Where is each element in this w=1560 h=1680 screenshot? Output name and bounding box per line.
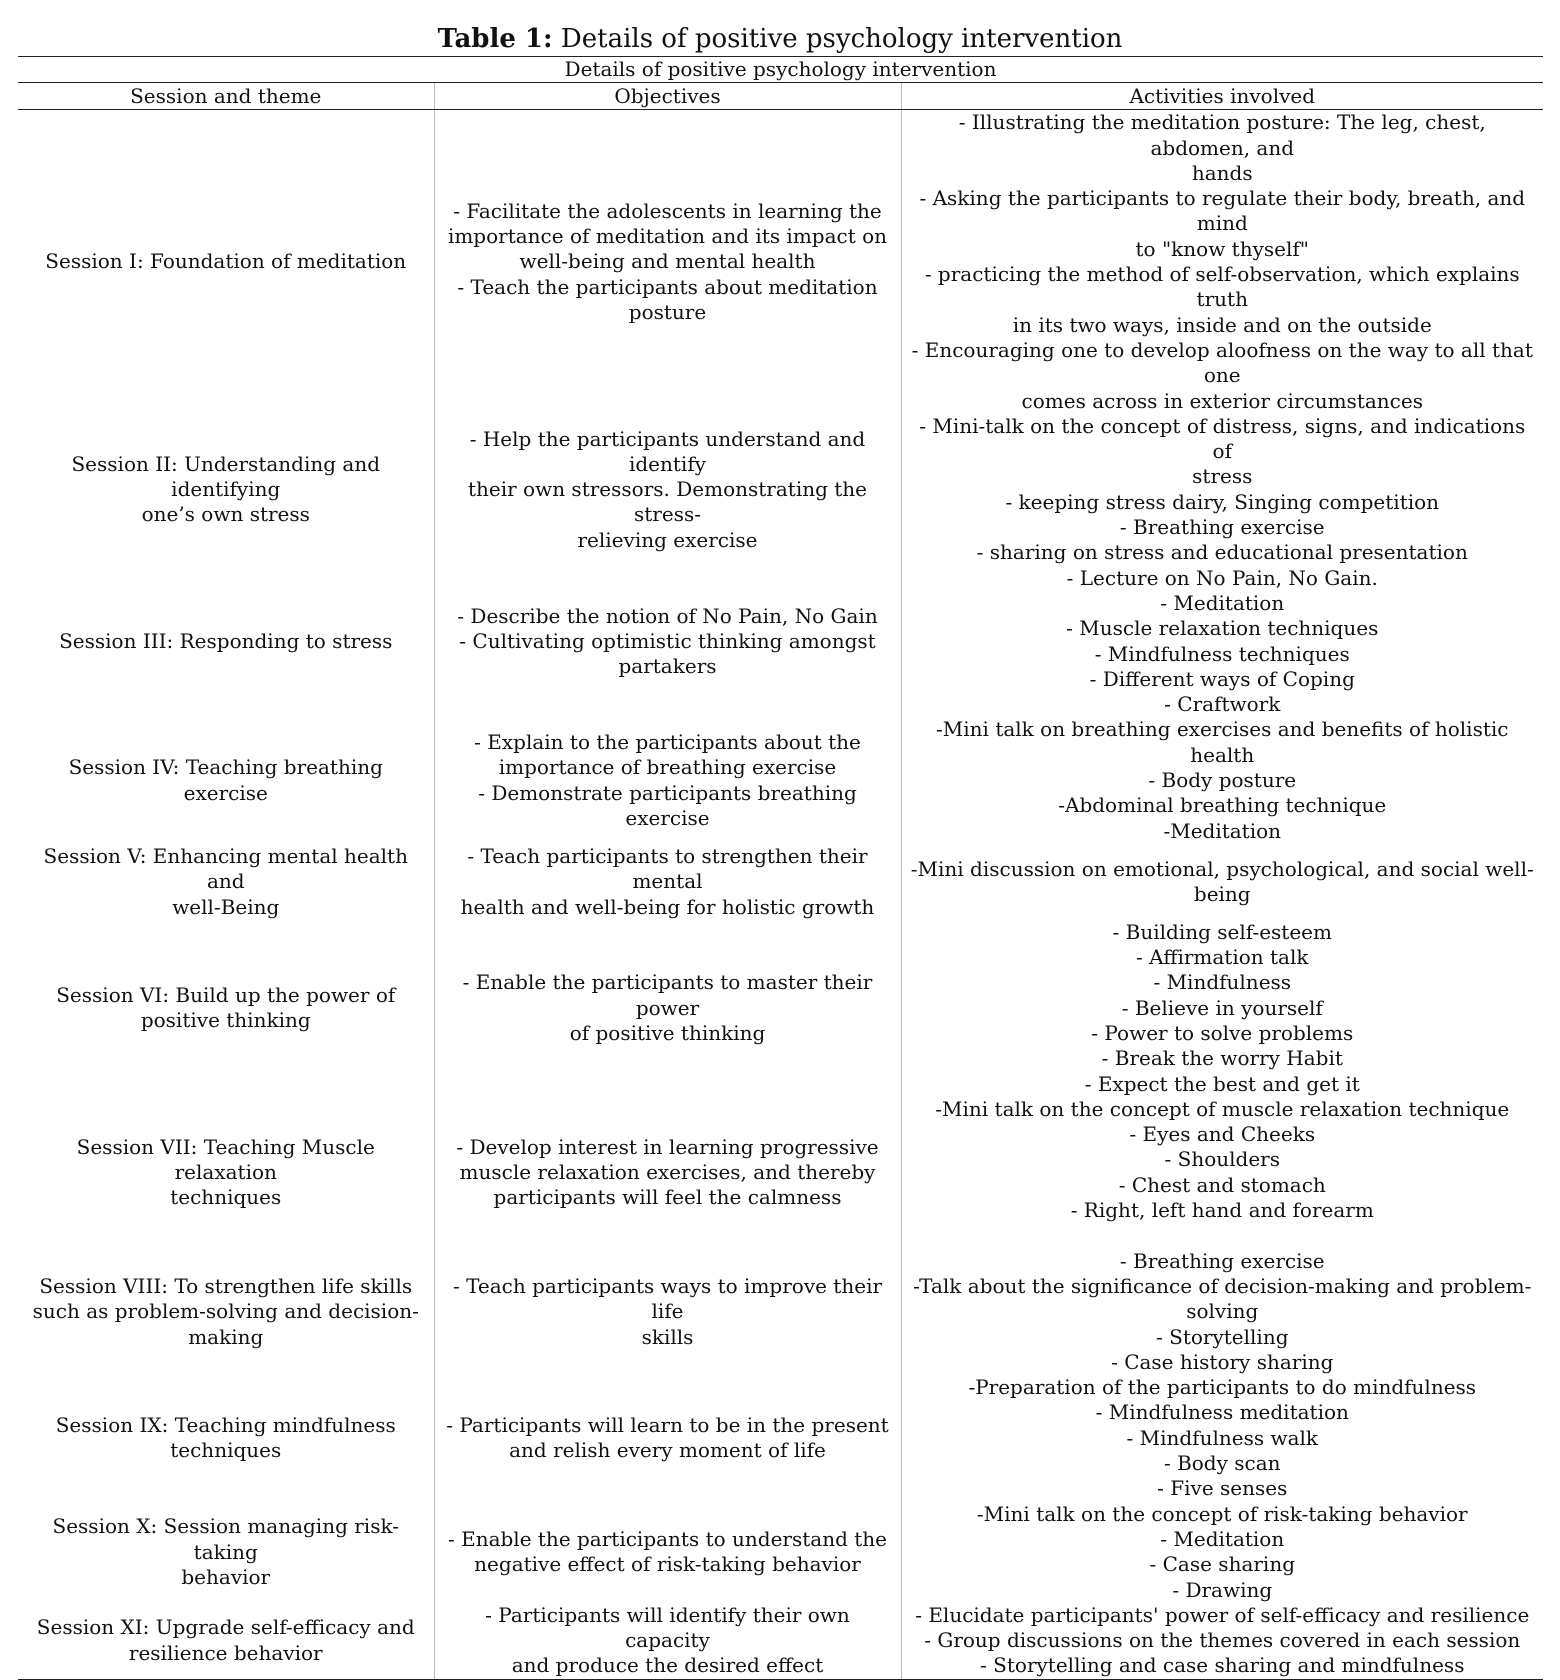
table-caption bbox=[0, 18, 1560, 60]
cell-line: Session IX: Teaching mindfulness bbox=[55, 1413, 396, 1438]
session-cell bbox=[18, 1097, 434, 1249]
cell-line: - sharing on stress and educational presentation bbox=[976, 540, 1468, 565]
cell-line: posture bbox=[628, 300, 707, 325]
session-cell bbox=[18, 566, 434, 718]
caption-label: Table 1: bbox=[437, 24, 553, 54]
session-cell bbox=[18, 1603, 434, 1679]
cell-line: Session XI: Upgrade self-efficacy and bbox=[36, 1615, 415, 1640]
cell-line: Session VI: Build up the power of bbox=[56, 983, 396, 1008]
cell-line: - Meditation bbox=[1160, 590, 1285, 615]
objectives-cell bbox=[434, 1603, 901, 1679]
cell-line: - Case sharing bbox=[1149, 1552, 1296, 1577]
spanning-header-row bbox=[18, 57, 1543, 83]
cell-line: - Case history sharing bbox=[1111, 1349, 1334, 1374]
cell-line: - Eyes and Cheeks bbox=[1129, 1122, 1316, 1147]
cell-line: and relish every moment of life bbox=[509, 1438, 826, 1463]
cell-line: - Cultivating optimistic thinking amongst bbox=[459, 628, 876, 653]
cell-line: resilience behavior bbox=[128, 1640, 323, 1665]
table-row bbox=[18, 1249, 1543, 1375]
cell-line: - Enable the participants to master their power bbox=[462, 970, 873, 1020]
cell-line: such as problem-solving and decision- bbox=[32, 1299, 419, 1324]
cell-line: - Drawing bbox=[1172, 1577, 1273, 1602]
activities-cell bbox=[901, 717, 1543, 843]
objectives-cell bbox=[434, 717, 901, 843]
cell-line: hands bbox=[1191, 160, 1253, 185]
cell-line: and produce the desired effect bbox=[511, 1653, 824, 1678]
cell-line: - Participants will learn to be in the present bbox=[446, 1413, 889, 1438]
cell-line: Session V: Enhancing mental health and bbox=[43, 843, 408, 894]
cell-line: - Expect the best and get it bbox=[1084, 1071, 1360, 1096]
cell-line: negative effect of risk-taking behavior bbox=[474, 1552, 861, 1577]
cell-line: - practicing the method of self-observation, which explains truth bbox=[924, 262, 1520, 312]
cell-line: - Demonstrate participants breathing exercise bbox=[478, 780, 857, 830]
cell-line: - Help the participants understand and identify bbox=[469, 426, 866, 476]
cell-line: importance of breathing exercise bbox=[498, 755, 837, 780]
cell-line: - Encouraging one to develop aloofness on the way to all that one bbox=[911, 337, 1533, 388]
cell-line: - Teach participants to strengthen their mental bbox=[467, 843, 868, 894]
spanning-header: Details of positive psychology intervention bbox=[18, 57, 1543, 83]
activities-cell bbox=[901, 110, 1543, 414]
activities-cell bbox=[901, 844, 1543, 920]
activities-cell bbox=[901, 1097, 1543, 1249]
cell-line bbox=[910, 1223, 1536, 1248]
cell-line: Session I: Foundation of meditation bbox=[45, 249, 407, 274]
cell-line: - Different ways of Coping bbox=[1089, 666, 1355, 691]
table-row bbox=[18, 717, 1543, 843]
intervention-table bbox=[18, 56, 1543, 1680]
cell-line: -Mini discussion on emotional, psychological, and social well- bbox=[910, 856, 1534, 881]
cell-line: in its two ways, inside and on the outside bbox=[1012, 312, 1432, 337]
cell-line: to "know thyself" bbox=[1135, 236, 1309, 261]
column-header-activities: Activities involved bbox=[901, 83, 1543, 110]
objectives-cell bbox=[434, 920, 901, 1097]
cell-line: - Right, left hand and forearm bbox=[1070, 1198, 1374, 1223]
cell-line: - Lecture on No Pain, No Gain. bbox=[1066, 565, 1378, 590]
session-cell bbox=[18, 717, 434, 843]
cell-line: health and well-being for holistic growth bbox=[460, 894, 875, 919]
cell-line: behavior bbox=[181, 1564, 271, 1589]
table-row bbox=[18, 566, 1543, 718]
session-cell bbox=[18, 1502, 434, 1603]
table-row bbox=[18, 1375, 1543, 1501]
cell-line: -Talk about the significance of decision-making and problem- bbox=[913, 1273, 1532, 1298]
cell-line: - Craftwork bbox=[1164, 692, 1281, 717]
table-row bbox=[18, 1502, 1543, 1603]
objectives-cell bbox=[434, 1375, 901, 1501]
table-row bbox=[18, 110, 1543, 414]
cell-line: well-being and mental health bbox=[519, 249, 816, 274]
table-row bbox=[18, 920, 1543, 1097]
cell-line: - Describe the notion of No Pain, No Gain bbox=[457, 603, 878, 628]
cell-line: - Illustrating the meditation posture: The leg, chest, abdomen, and bbox=[958, 110, 1486, 160]
objectives-cell bbox=[434, 414, 901, 566]
objectives-cell bbox=[434, 844, 901, 920]
column-header-row bbox=[18, 83, 1543, 110]
cell-line: comes across in exterior circumstances bbox=[1021, 388, 1423, 413]
cell-line: - Breathing exercise bbox=[1119, 1248, 1325, 1273]
cell-line: - Muscle relaxation techniques bbox=[1066, 616, 1379, 641]
cell-line: -Meditation bbox=[1163, 818, 1282, 843]
activities-cell bbox=[901, 1603, 1543, 1679]
cell-line: Session II: Understanding and identifying bbox=[71, 451, 381, 502]
activities-cell bbox=[901, 920, 1543, 1097]
session-cell bbox=[18, 844, 434, 920]
cell-line: - Explain to the participants about the bbox=[474, 730, 861, 755]
cell-line: - Chest and stomach bbox=[1118, 1172, 1326, 1197]
table-body bbox=[18, 110, 1543, 1679]
cell-line: - Power to solve problems bbox=[1091, 1020, 1354, 1045]
cell-line: - Facilitate the adolescents in learning the bbox=[453, 198, 882, 223]
objectives-cell bbox=[434, 1249, 901, 1375]
cell-line: well-Being bbox=[172, 894, 280, 919]
table-row bbox=[18, 1097, 1543, 1249]
cell-line: importance of meditation and its impact on bbox=[447, 224, 888, 249]
cell-line: - Mini-talk on the concept of distress, signs, and indications of bbox=[919, 413, 1526, 464]
cell-line: stress bbox=[1192, 464, 1253, 489]
cell-line: - Breathing exercise bbox=[1119, 515, 1325, 540]
cell-line: - Elucidate participants' power of self-efficacy and resilience bbox=[915, 1602, 1530, 1627]
session-cell bbox=[18, 110, 434, 414]
table-row bbox=[18, 844, 1543, 920]
cell-line: - Storytelling bbox=[1156, 1324, 1289, 1349]
cell-line: partakers bbox=[618, 654, 717, 679]
cell-line: - Enable the participants to understand the bbox=[447, 1526, 888, 1551]
cell-line: Session IV: Teaching breathing exercise bbox=[68, 755, 383, 805]
cell-line: - Mindfulness meditation bbox=[1095, 1400, 1349, 1425]
cell-line: - Mindfulness bbox=[1153, 970, 1292, 995]
cell-line: relieving exercise bbox=[577, 527, 758, 552]
cell-line: Session X: Session managing risk-taking bbox=[52, 1514, 399, 1564]
cell-line: solving bbox=[1186, 1299, 1259, 1324]
cell-line: - Asking the participants to regulate their body, breath, and mind bbox=[919, 186, 1526, 236]
cell-line: - Meditation bbox=[1160, 1526, 1285, 1551]
session-cell bbox=[18, 414, 434, 566]
column-header-objectives: Objectives bbox=[434, 83, 901, 110]
cell-line: - Shoulders bbox=[1164, 1147, 1280, 1172]
cell-line: techniques bbox=[170, 1185, 282, 1210]
cell-line: -Mini talk on breathing exercises and benefits of holistic health bbox=[936, 717, 1509, 767]
cell-line: - Break the worry Habit bbox=[1101, 1046, 1343, 1071]
cell-line: - Body posture bbox=[1148, 768, 1297, 793]
caption-text: Details of positive psychology intervention bbox=[560, 24, 1123, 54]
cell-line: making bbox=[188, 1324, 264, 1349]
cell-line: - keeping stress dairy, Singing competition bbox=[1005, 489, 1440, 514]
cell-line: Session VIII: To strengthen life skills bbox=[39, 1273, 413, 1298]
cell-line: techniques bbox=[170, 1438, 282, 1463]
cell-line: -Mini talk on the concept of risk-taking behavior bbox=[976, 1501, 1468, 1526]
cell-line: one’s own stress bbox=[141, 502, 310, 527]
cell-line: - Storytelling and case sharing and mindfulness bbox=[980, 1653, 1465, 1678]
cell-line: - Mindfulness walk bbox=[1126, 1425, 1319, 1450]
activities-cell bbox=[901, 1249, 1543, 1375]
cell-line: - Teach participants ways to improve their life bbox=[452, 1273, 883, 1324]
cell-line: their own stressors. Demonstrating the stress- bbox=[467, 477, 868, 527]
activities-cell bbox=[901, 1502, 1543, 1603]
cell-line: - Body scan bbox=[1163, 1451, 1281, 1476]
table-row bbox=[18, 414, 1543, 566]
cell-line: -Mini talk on the concept of muscle relaxation technique bbox=[935, 1096, 1510, 1121]
column-header-session: Session and theme bbox=[18, 83, 434, 110]
cell-line: positive thinking bbox=[140, 1008, 311, 1033]
cell-line: - Mindfulness techniques bbox=[1094, 641, 1350, 666]
cell-line: - Participants will identify their own capacity bbox=[485, 1602, 850, 1653]
objectives-cell bbox=[434, 566, 901, 718]
cell-line: skills bbox=[641, 1324, 694, 1349]
cell-line: - Teach the participants about meditation bbox=[457, 274, 878, 299]
session-cell bbox=[18, 1249, 434, 1375]
cell-line: -Preparation of the participants to do mindfulness bbox=[968, 1375, 1477, 1400]
cell-line: - Five senses bbox=[1157, 1476, 1288, 1501]
cell-line: - Develop interest in learning progressive bbox=[456, 1134, 879, 1159]
cell-line: being bbox=[1193, 881, 1251, 906]
objectives-cell bbox=[434, 1502, 901, 1603]
cell-line: - Group discussions on the themes covered in each session bbox=[924, 1628, 1521, 1653]
session-cell bbox=[18, 920, 434, 1097]
activities-cell bbox=[901, 566, 1543, 718]
table-row bbox=[18, 1603, 1543, 1679]
cell-line: Session III: Responding to stress bbox=[59, 628, 393, 653]
activities-cell bbox=[901, 1375, 1543, 1501]
cell-line: - Affirmation talk bbox=[1136, 945, 1309, 970]
cell-line: Session VII: Teaching Muscle relaxation bbox=[76, 1134, 375, 1185]
activities-cell bbox=[901, 414, 1543, 566]
session-cell bbox=[18, 1375, 434, 1501]
cell-line: participants will feel the calmness bbox=[493, 1185, 842, 1210]
cell-line: - Believe in yourself bbox=[1121, 995, 1323, 1020]
objectives-cell bbox=[434, 1097, 901, 1249]
objectives-cell bbox=[434, 110, 901, 414]
cell-line: - Building self-esteem bbox=[1112, 919, 1332, 944]
cell-line: -Abdominal breathing technique bbox=[1058, 793, 1387, 818]
cell-line: of positive thinking bbox=[569, 1020, 766, 1045]
cell-line: muscle relaxation exercises, and thereby bbox=[459, 1160, 876, 1185]
